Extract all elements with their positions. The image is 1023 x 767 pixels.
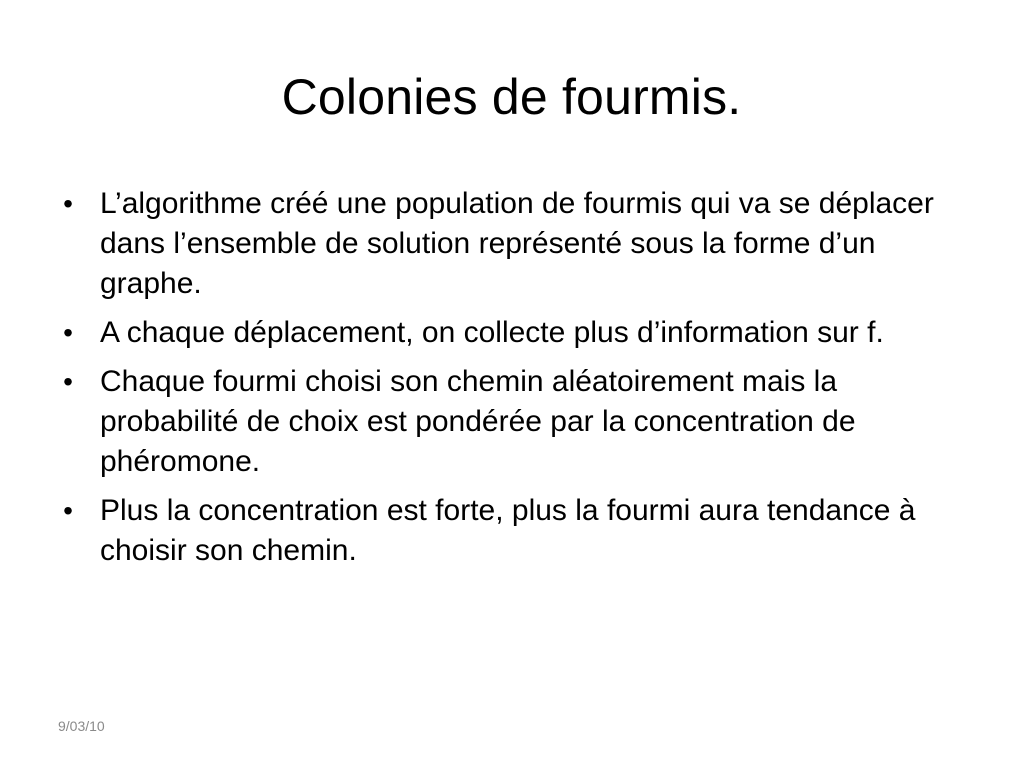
bullet-item — [58, 362, 973, 482]
bullet-text: Chaque fourmi choisi son chemin aléatoirement mais la probabilité de choix est pondérée par la concentration de phéromone. — [100, 365, 856, 478]
bullet-item — [58, 491, 973, 571]
bullet-text: A chaque déplacement, on collecte plus d’information sur f. — [100, 316, 884, 349]
bullet-list — [58, 184, 973, 580]
bullet-text: Plus la concentration est forte, plus la fourmi aura tendance à choisir son chemin. — [100, 494, 916, 567]
bullet-icon: • — [63, 188, 73, 219]
bullet-icon: • — [63, 317, 73, 348]
bullet-item — [58, 313, 973, 353]
bullet-icon: • — [63, 366, 73, 397]
slide-date: 9/03/10 — [58, 718, 105, 734]
bullet-text: L’algorithme créé une population de fourmis qui va se déplacer dans l’ensemble de solution représenté sous la forme d’un graphe. — [100, 187, 934, 300]
bullet-item — [58, 184, 973, 304]
slide-title: Colonies de fourmis. — [281, 69, 742, 125]
bullet-icon: • — [63, 495, 73, 526]
